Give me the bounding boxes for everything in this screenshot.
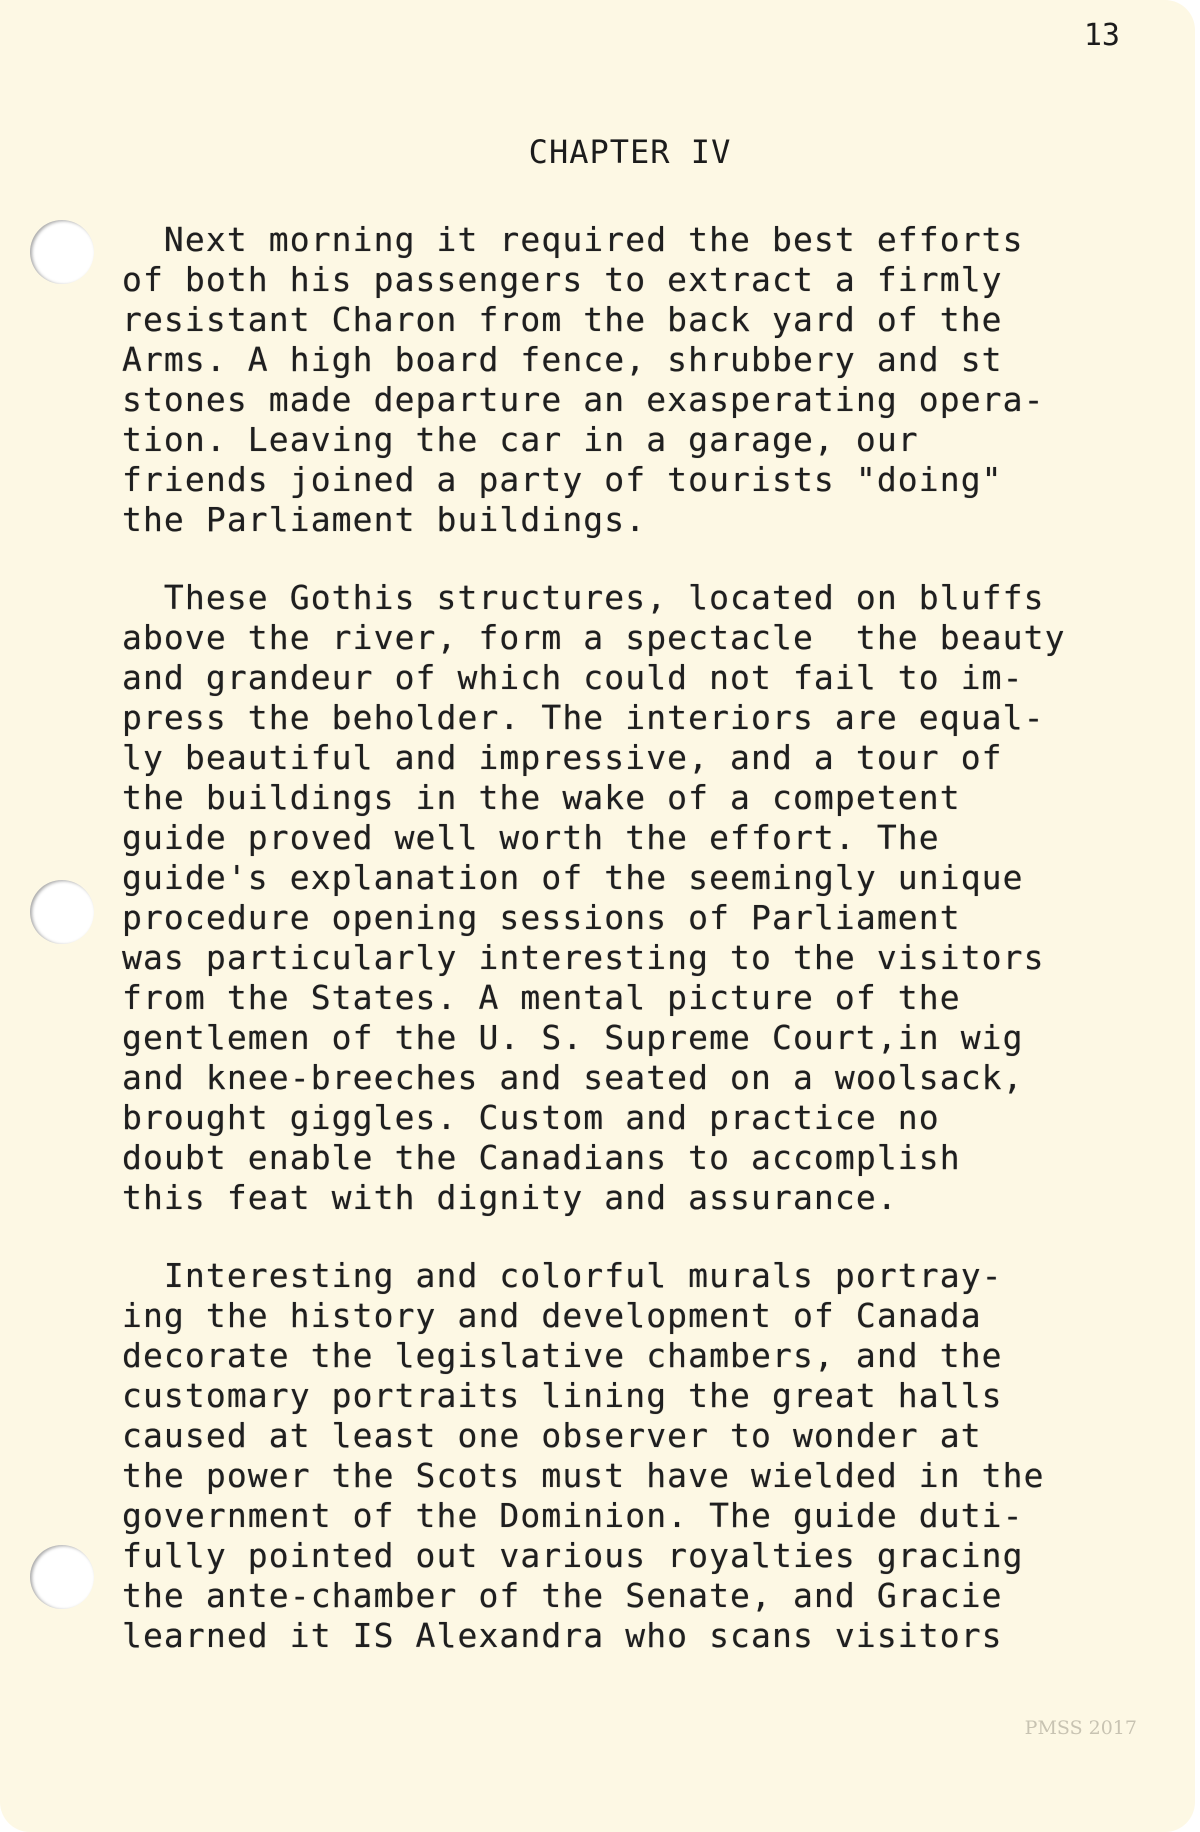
text-line: friends joined a party of tourists "doing" <box>122 460 1003 499</box>
text-line: above the river, form a spectacle the beauty <box>122 618 1066 657</box>
chapter-title: CHAPTER IV <box>528 133 732 171</box>
text-line: fully pointed out various royalties gracing <box>122 1536 1024 1575</box>
text-line: brought giggles. Custom and practice no <box>122 1098 940 1137</box>
text-line: government of the Dominion. The guide duti- <box>122 1496 1024 1535</box>
binder-hole <box>30 1545 94 1609</box>
text-line: this feat with dignity and assurance. <box>122 1178 898 1217</box>
text-line: guide's explanation of the seemingly unique <box>122 858 1024 897</box>
text-line: ing the history and development of Canada <box>122 1296 982 1335</box>
text-line: of both his passengers to extract a firmly <box>122 260 1003 299</box>
text-line: Next morning it required the best efforts <box>122 220 1024 259</box>
binder-hole <box>30 220 94 284</box>
text-line: doubt enable the Canadians to accomplish <box>122 1138 961 1177</box>
text-line: These Gothis structures, located on bluffs <box>122 578 1045 617</box>
body-text <box>122 220 1192 1694</box>
text-line: learned it IS Alexandra who scans visitors <box>122 1616 1003 1655</box>
text-line: press the beholder. The interiors are equal- <box>122 698 1045 737</box>
text-line: decorate the legislative chambers, and the <box>122 1336 1003 1375</box>
page-number: 13 <box>1083 18 1120 53</box>
text-line: the power the Scots must have wielded in the <box>122 1456 1045 1495</box>
paragraph <box>122 220 1192 540</box>
text-line: guide proved well worth the effort. The <box>122 818 940 857</box>
text-line: the buildings in the wake of a competent <box>122 778 961 817</box>
text-line: was particularly interesting to the visitors <box>122 938 1045 977</box>
text-line: the ante-chamber of the Senate, and Gracie <box>122 1576 1003 1615</box>
text-line: the Parliament buildings. <box>122 500 647 539</box>
text-line: customary portraits lining the great halls <box>122 1376 1003 1415</box>
text-line: caused at least one observer to wonder at <box>122 1416 982 1455</box>
text-line: gentlemen of the U. S. Supreme Court,in wig <box>122 1018 1024 1057</box>
text-line: procedure opening sessions of Parliament <box>122 898 961 937</box>
text-line: tion. Leaving the car in a garage, our <box>122 420 919 459</box>
watermark: PMSS 2017 <box>1024 1717 1137 1739</box>
text-line: Arms. A high board fence, shrubbery and st <box>122 340 1003 379</box>
paragraph <box>122 578 1192 1218</box>
text-line: Interesting and colorful murals portray- <box>122 1256 1003 1295</box>
text-line: from the States. A mental picture of the <box>122 978 961 1017</box>
paragraph <box>122 1256 1192 1656</box>
text-line: and grandeur of which could not fail to im- <box>122 658 1024 697</box>
text-line: ly beautiful and impressive, and a tour of <box>122 738 1003 777</box>
text-line: resistant Charon from the back yard of the <box>122 300 1003 339</box>
text-line: stones made departure an exasperating opera- <box>122 380 1045 419</box>
text-line: and knee-breeches and seated on a woolsack, <box>122 1058 1024 1097</box>
binder-hole <box>30 880 94 944</box>
